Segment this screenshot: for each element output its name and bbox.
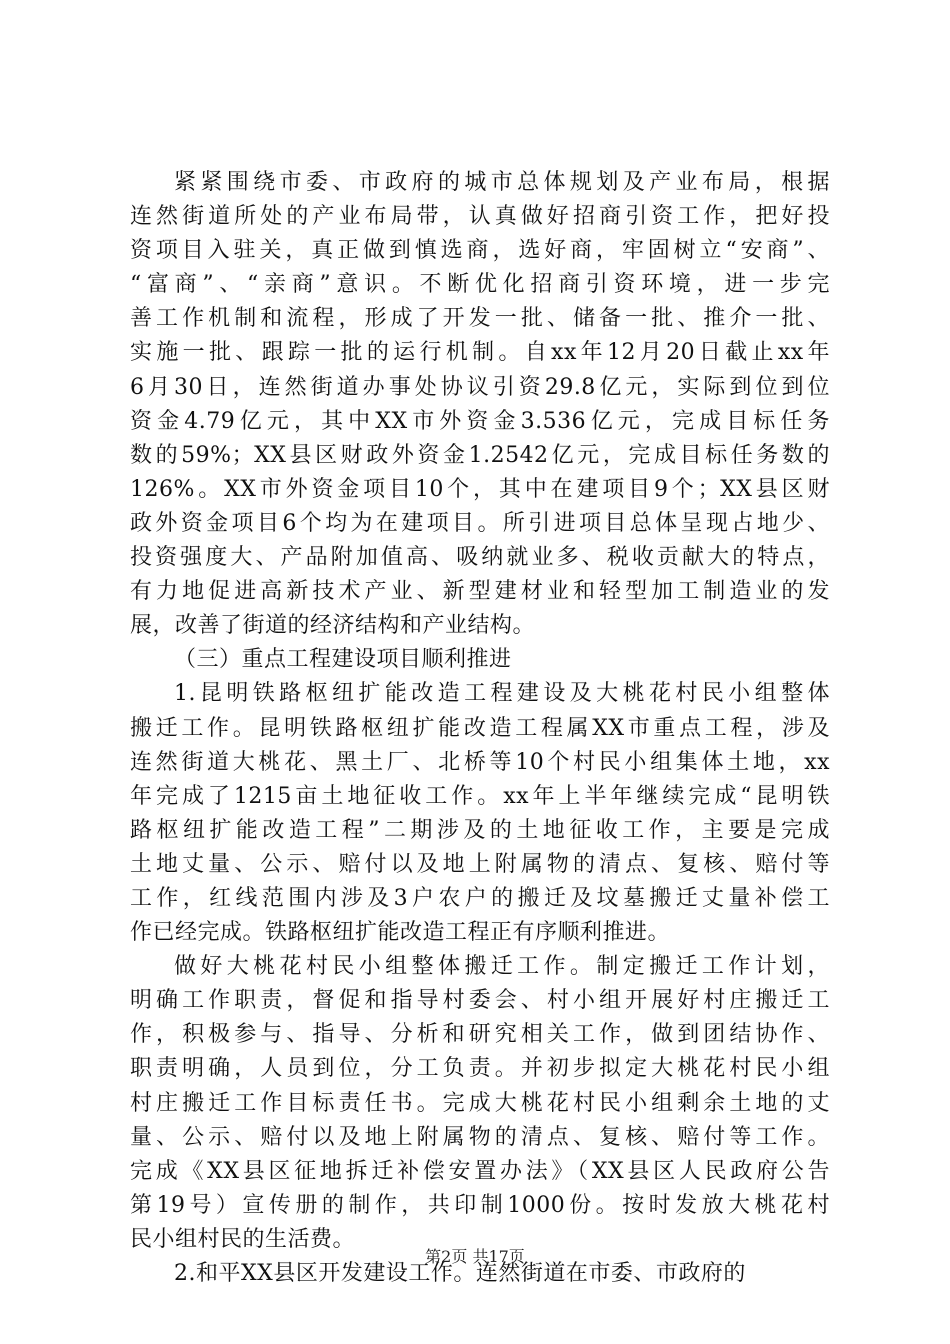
text-line: 有力地促进高新技术产业、新型建材业和轻型加工制造业的发 <box>130 579 830 605</box>
text-line: 土地丈量、公示、赔付以及地上附属物的清点、复核、赔付等 <box>130 851 830 877</box>
text-line: 紧紧围绕市委、市政府的城市总体规划及产业布局，根据 <box>174 170 830 195</box>
text-line: 善工作机制和流程，形成了开发一批、储备一批、推介一批、 <box>130 306 830 332</box>
text-line: 资金4.79亿元，其中XX市外资金3.536亿元，完成目标任务 <box>130 408 830 434</box>
text-line: 连然街道所处的产业布局带，认真做好招商引资工作，把好投 <box>130 204 830 230</box>
text-line: 搬迁工作。昆明铁路枢纽扩能改造工程属XX市重点工程，涉及 <box>130 715 830 741</box>
text-line: 完成《XX县区征地拆迁补偿安置办法》（XX县区人民政府公告 <box>130 1158 830 1184</box>
text-line: 量、公示、赔付以及地上附属物的清点、复核、赔付等工作。 <box>130 1124 830 1150</box>
text-line: 明确工作职责，督促和指导村委会、村小组开展好村庄搬迁工 <box>130 988 830 1014</box>
text-line: 做好大桃花村民小组整体搬迁工作。制定搬迁工作计划， <box>174 954 830 980</box>
text-line: 2.和平XX县区开发建设工作。连然街道在市委、市政府的 <box>174 1261 746 1286</box>
text-line: 实施一批、跟踪一批的运行机制。自xx年12月20日截止xx年 <box>130 340 830 366</box>
text-line: 村庄搬迁工作目标责任书。完成大桃花村民小组剩余土地的丈 <box>130 1090 830 1116</box>
text-line: 资项目入驻关，真正做到慎选商，选好商，牢固树立“安商”、 <box>130 238 830 264</box>
page-number-footer: 第2页 共17页 <box>425 1247 525 1266</box>
text-line: 年完成了1215亩土地征收工作。xx年上半年继续完成“昆明铁 <box>130 783 830 809</box>
text-line: 连然街道大桃花、黑土厂、北桥等10个村民小组集体土地，xx <box>130 749 830 775</box>
paragraph-investment <box>130 166 830 643</box>
text-line: 路枢纽扩能改造工程”二期涉及的土地征收工作，主要是完成 <box>130 817 830 843</box>
text-line: 作，积极参与、指导、分析和研究相关工作，做到团结协作、 <box>130 1022 830 1048</box>
text-line: 数的59%；XX县区财政外资金1.2542亿元，完成目标任务数的 <box>130 442 830 468</box>
text-line: 6月30日，连然街道办事处协议引资29.8亿元，实际到位到位 <box>130 374 830 400</box>
paragraph-relocation <box>130 950 830 1257</box>
text-line: 作已经完成。铁路枢纽扩能改造工程正有序顺利推进。 <box>130 920 671 946</box>
text-line: 工作，红线范围内涉及3户农户的搬迁及坟墓搬迁丈量补偿工 <box>130 885 830 911</box>
text-line: 第19号）宣传册的制作，共印制1000份。按时发放大桃花村 <box>130 1192 830 1218</box>
section-heading: （三）重点工程建设项目顺利推进 <box>174 647 512 673</box>
text-line: 民小组村民的生活费。 <box>130 1226 356 1252</box>
text-line: 1.昆明铁路枢纽扩能改造工程建设及大桃花村民小组整体 <box>174 681 830 707</box>
text-line: 投资强度大、产品附加值高、吸纳就业多、税收贡献大的特点， <box>130 545 830 571</box>
text-line: 职责明确，人员到位，分工负责。并初步拟定大桃花村民小组 <box>130 1056 830 1082</box>
document-body <box>130 166 830 1291</box>
text-line: “富商”、“亲商”意识。不断优化招商引资环境，进一步完 <box>130 272 830 298</box>
text-line: 政外资金项目6个均为在建项目。所引进项目总体呈现占地少、 <box>130 510 830 536</box>
text-line: 展，改善了街道的经济结构和产业结构。 <box>130 613 536 639</box>
text-line: 126%。XX市外资金项目10个，其中在建项目9个；XX县区财 <box>130 476 830 502</box>
paragraph-railway-project <box>130 677 830 950</box>
